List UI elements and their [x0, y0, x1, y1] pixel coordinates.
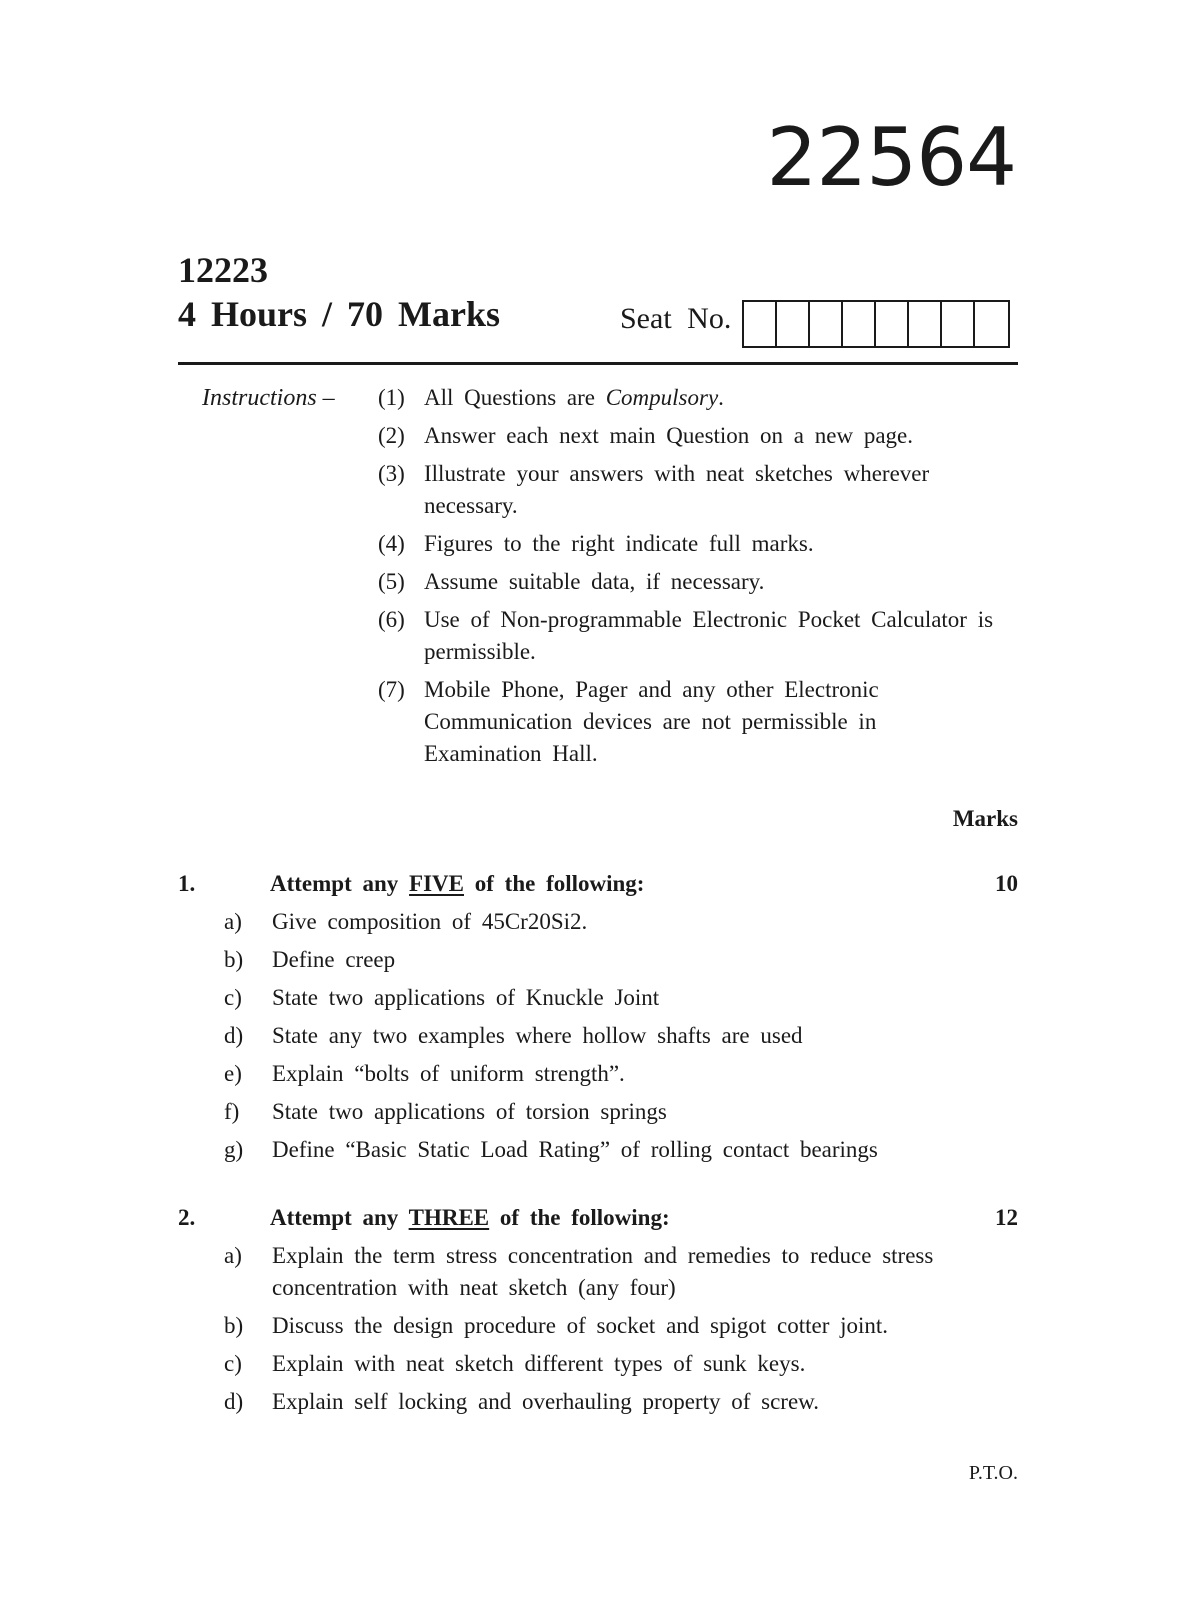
seat-digit-box[interactable] [744, 302, 777, 346]
instruction-item [378, 458, 998, 522]
sub-question-label: a) [224, 1243, 242, 1268]
question-heading [178, 868, 1018, 900]
question-number: 2. [178, 1205, 196, 1230]
seat-number-boxes[interactable] [742, 300, 1010, 348]
sub-question-text: Give composition of 45Cr20Si2. [272, 909, 588, 934]
question-1 [178, 868, 1018, 1172]
seat-number-label: Seat No. [620, 302, 732, 335]
sub-question-label: e) [224, 1061, 242, 1086]
question-title-part: of the following: [489, 1205, 670, 1230]
sub-question [178, 1386, 1018, 1418]
seat-digit-box[interactable] [876, 302, 909, 346]
question-title-part: Attempt any [270, 871, 410, 896]
sub-question-text: State two applications of torsion springs [272, 1099, 667, 1124]
question-title-part: Attempt any [270, 1205, 409, 1230]
sub-question [178, 906, 1018, 938]
instruction-item [378, 420, 998, 452]
sub-question [178, 1020, 1018, 1052]
sub-question-label: b) [224, 1313, 244, 1338]
sub-question [178, 1134, 1018, 1166]
seat-digit-box[interactable] [909, 302, 942, 346]
sub-question-label: c) [224, 985, 242, 1010]
instruction-item [378, 604, 998, 668]
instruction-item [378, 528, 998, 560]
seat-digit-box[interactable] [975, 302, 1008, 346]
sub-question-label: g) [224, 1137, 244, 1162]
sub-question-text: Define “Basic Static Load Rating” of rolling contact bearings [272, 1137, 878, 1162]
question-marks: 10 [995, 871, 1018, 896]
instruction-item [378, 382, 998, 414]
question-heading [178, 1202, 1018, 1234]
question-2 [178, 1202, 1018, 1424]
seat-digit-box[interactable] [810, 302, 843, 346]
please-turn-over: P.T.O. [968, 1462, 1018, 1484]
sub-question-text: Explain with neat sketch different types of sunk keys. [272, 1351, 806, 1376]
question-marks: 12 [995, 1205, 1018, 1230]
sub-question-label: b) [224, 947, 244, 972]
instruction-text: Mobile Phone, Pager and any other Electronic Communication devices are not permissible in Examination Hall. [424, 677, 879, 766]
sub-question [178, 1058, 1018, 1090]
sub-question [178, 1240, 1018, 1304]
sub-question-text: Explain self locking and overhauling property of screw. [272, 1389, 820, 1414]
question-title-part: of the following: [464, 871, 645, 896]
sub-question-label: c) [224, 1351, 242, 1376]
marks-column-heading: Marks [952, 806, 1018, 831]
instruction-emphasis: Compulsory [605, 385, 719, 410]
sub-question-label: f) [224, 1099, 240, 1124]
sub-question-text: Define creep [272, 947, 396, 972]
sub-question-label: a) [224, 909, 242, 934]
instruction-text [424, 382, 998, 414]
instruction-number: (7) [378, 677, 405, 702]
instruction-number: (1) [378, 385, 405, 410]
question-title [270, 868, 958, 900]
sub-question-label: d) [224, 1023, 244, 1048]
sub-question [178, 1310, 1018, 1342]
instruction-text-part: . [718, 385, 724, 410]
exam-code: 12223 [178, 250, 268, 290]
seat-digit-box[interactable] [777, 302, 810, 346]
sub-question-text: Explain “bolts of uniform strength”. [272, 1061, 625, 1086]
sub-question [178, 1348, 1018, 1380]
instruction-number: (2) [378, 423, 405, 448]
seat-digit-box[interactable] [843, 302, 876, 346]
sub-question-text: State any two examples where hollow shafts are used [272, 1023, 803, 1048]
instruction-number: (5) [378, 569, 405, 594]
instructions-list [378, 382, 998, 776]
sub-question-text: Explain the term stress concentration and remedies to reduce stress concentration with neat sketch (any four) [272, 1243, 934, 1300]
instructions-label: Instructions – [202, 385, 335, 411]
instruction-text: Answer each next main Question on a new page. [424, 423, 913, 448]
sub-question-text: Discuss the design procedure of socket and spigot cotter joint. [272, 1313, 889, 1338]
instruction-number: (4) [378, 531, 405, 556]
instruction-number: (6) [378, 607, 405, 632]
instruction-text: Assume suitable data, if necessary. [424, 569, 765, 594]
question-title-emphasis: FIVE [409, 871, 464, 896]
paper-code: 22564 [766, 111, 1016, 204]
sub-question-text: State two applications of Knuckle Joint [272, 985, 660, 1010]
question-title-emphasis: THREE [408, 1205, 490, 1230]
sub-question-label: d) [224, 1389, 244, 1414]
instruction-item [378, 674, 998, 770]
instruction-text: Figures to the right indicate full marks. [424, 531, 814, 556]
instruction-text-part: All Questions are [424, 385, 606, 410]
instruction-number: (3) [378, 461, 405, 486]
sub-question [178, 982, 1018, 1014]
duration-marks: 4 Hours / 70 Marks [178, 294, 501, 334]
question-number: 1. [178, 871, 196, 896]
instruction-text: Use of Non-programmable Electronic Pocket Calculator is permissible. [424, 607, 994, 664]
instruction-text: Illustrate your answers with neat sketches wherever necessary. [424, 461, 930, 518]
instruction-item [378, 566, 998, 598]
seat-digit-box[interactable] [942, 302, 975, 346]
sub-question [178, 944, 1018, 976]
header-divider [178, 362, 1018, 365]
sub-question [178, 1096, 1018, 1128]
question-title [270, 1202, 958, 1234]
